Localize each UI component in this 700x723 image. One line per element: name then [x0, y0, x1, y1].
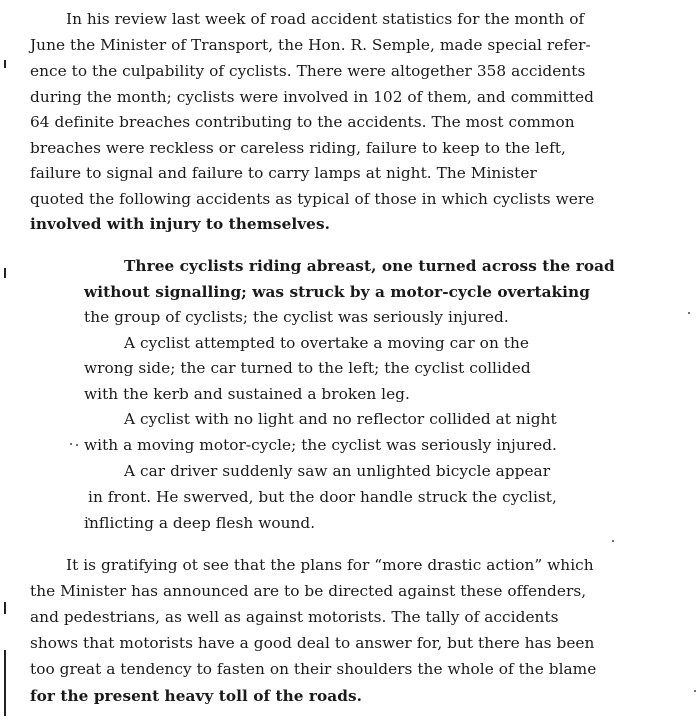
text-line: failure to signal and failure to carry lamps at night. The Minister	[30, 164, 537, 182]
text-line: breaches were reckless or careless riding, failure to keep to the left,	[30, 139, 566, 157]
text-line: It is gratifying ot see that the plans for “more drastic action” which	[66, 556, 594, 574]
text-line: In his review last week of road accident statistics for the month of	[66, 10, 585, 28]
scan-speck	[694, 690, 696, 692]
scan-edge-mark	[4, 602, 6, 614]
text-line: and pedestrians, as well as against motorists. The tally of accidents	[30, 608, 559, 626]
quote-line: with a moving motor-cycle; the cyclist was seriously injured.	[84, 436, 557, 454]
quote-line: without signalling; was struck by a motor-cycle overtaking	[84, 283, 590, 301]
text-line: ence to the culpability of cyclists. There were altogether 358 accidents	[30, 62, 586, 80]
text-line: June the Minister of Transport, the Hon. R. Semple, made special refer-	[30, 36, 591, 54]
text-line: for the present heavy toll of the roads.	[30, 687, 363, 705]
text-line: too great a tendency to fasten on their shoulders the whole of the blame	[30, 660, 597, 678]
text-line: shows that motorists have a good deal to answer for, but there has been	[30, 634, 595, 652]
scan-edge-mark	[4, 650, 6, 716]
text-line: during the month; cyclists were involved in 102 of them, and committed	[30, 88, 594, 106]
scan-speck	[76, 444, 78, 446]
quote-line: the group of cyclists; the cyclist was seriously injured.	[84, 308, 509, 326]
text-line: 64 definite breaches contributing to the accidents. The most common	[30, 113, 575, 131]
quote-line: A car driver suddenly saw an unlighted bicycle appear	[124, 462, 551, 480]
text-line: the Minister has announced are to be directed against these offenders,	[30, 582, 587, 600]
scan-speck	[70, 443, 72, 445]
quote-line: A cyclist attempted to overtake a moving car on the	[124, 334, 529, 352]
quote-line: with the kerb and sustained a broken leg.	[84, 385, 410, 403]
quote-line: A cyclist with no light and no reflector collided at night	[124, 410, 557, 428]
text-line: involved with injury to themselves.	[30, 215, 330, 233]
scan-speck	[612, 540, 614, 542]
scan-speck	[688, 312, 690, 314]
quote-line: wrong side; the car turned to the left; the cyclist collided	[84, 359, 531, 377]
quote-line: inflicting a deep flesh wound.	[84, 514, 316, 532]
scan-edge-mark	[4, 60, 6, 68]
quote-line: in front. He swerved, but the door handle struck the cyclist,	[88, 488, 557, 506]
quote-line: Three cyclists riding abreast, one turned across the road	[124, 257, 615, 275]
text-line: quoted the following accidents as typical of those in which cyclists were	[30, 190, 595, 208]
scan-edge-mark	[4, 268, 6, 278]
